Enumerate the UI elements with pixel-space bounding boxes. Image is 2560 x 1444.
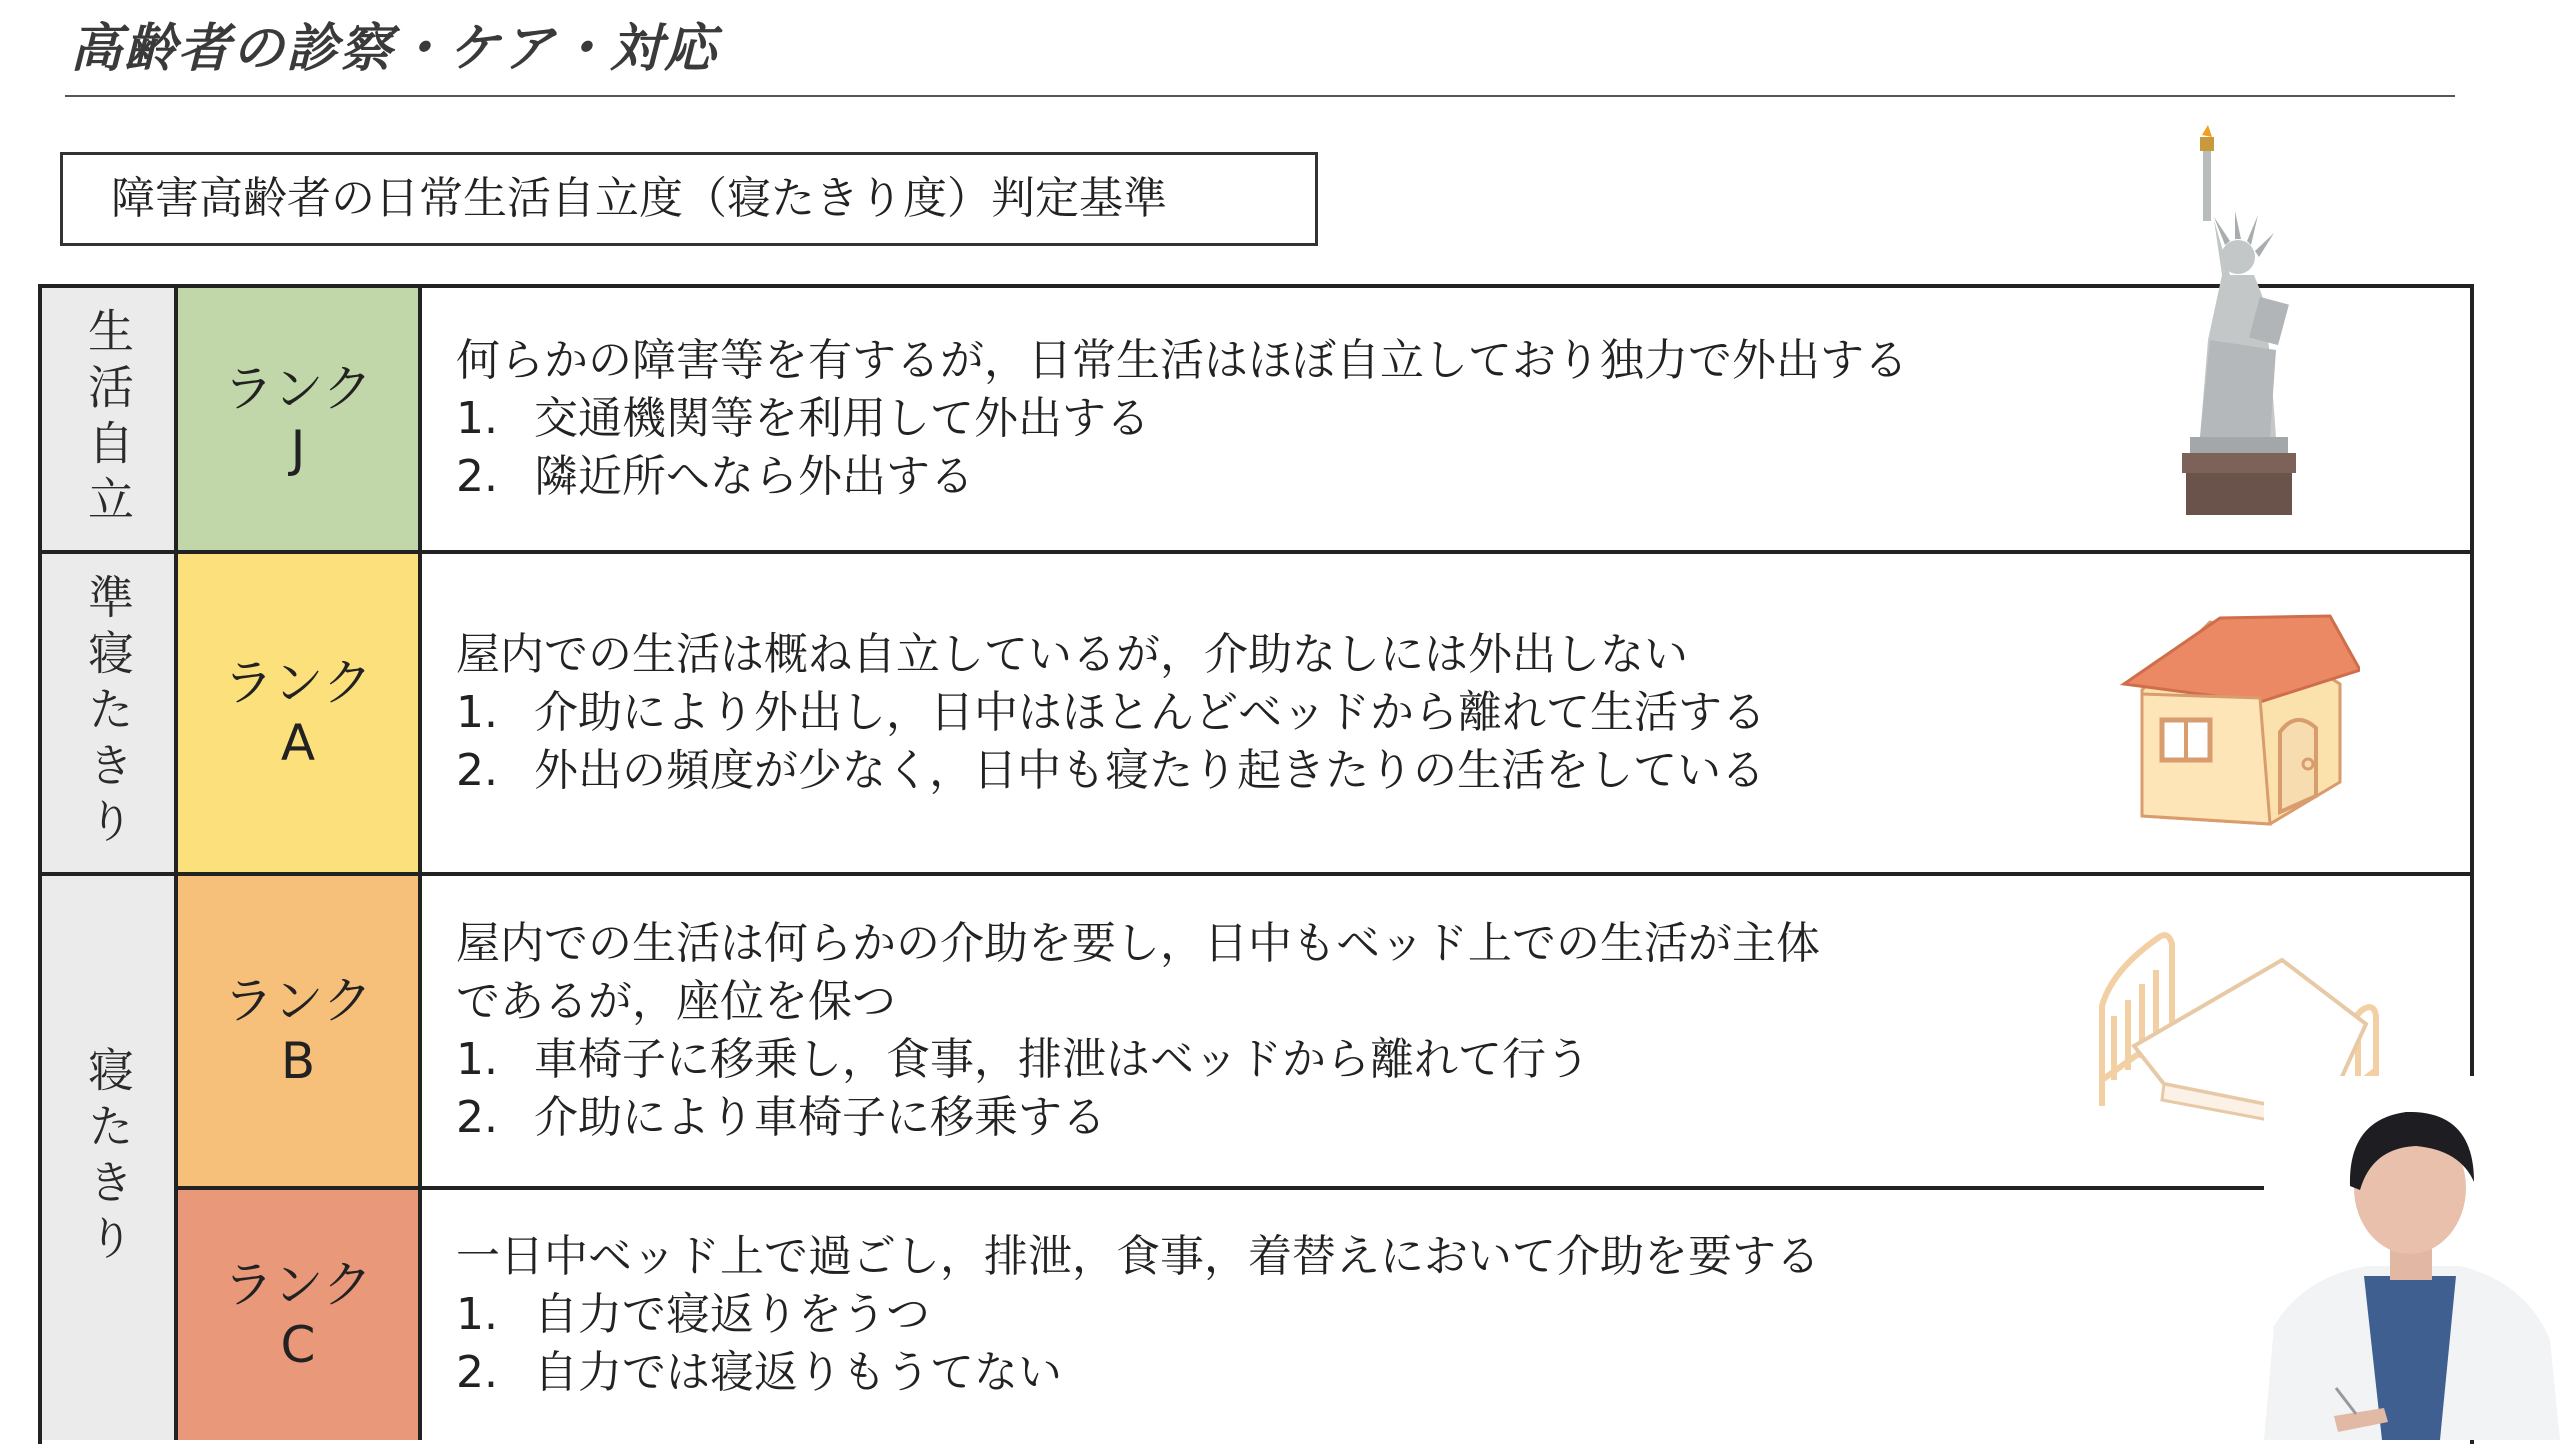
item-number: 1. — [456, 393, 498, 444]
description-text: であるが，座位を保つ — [456, 976, 896, 1027]
rank-cell-b — [178, 876, 422, 1186]
rank-cell-j — [178, 288, 422, 550]
rank-word: ランク — [223, 972, 373, 1030]
category-label: 準寝たきり — [81, 573, 135, 853]
rank-letter: J — [290, 420, 306, 478]
rank-word: ランク — [223, 1256, 373, 1314]
item-number: 2. — [456, 1347, 498, 1398]
item-number: 2. — [456, 451, 498, 502]
rank-letter: B — [280, 1032, 316, 1090]
item-number: 1. — [456, 687, 498, 738]
rank-word: ランク — [223, 654, 373, 712]
item-text: 自力では寝返りもうてない — [534, 1347, 1062, 1398]
description-text: 屋内での生活は何らかの介助を要し，日中もベッド上での生活が主体 — [456, 918, 1820, 969]
description-cell-c — [422, 1190, 2470, 1440]
item-text: 車椅子に移乗し，食事，排泄はベッドから離れて行う — [534, 1034, 1590, 1085]
item-number: 2. — [456, 745, 498, 796]
slide-title: 高齢者の診察・ケア・対応 — [70, 19, 719, 79]
subtitle-text: 障害高齢者の日常生活自立度（寝たきり度）判定基準 — [111, 173, 1167, 224]
title-divider — [65, 95, 2455, 97]
presenter-video-thumbnail — [2264, 1076, 2560, 1440]
item-number: 1. — [456, 1034, 498, 1085]
rank-letter: C — [280, 1316, 316, 1374]
rank-word: ランク — [223, 360, 373, 418]
item-number: 1. — [456, 1289, 498, 1340]
rank-cell-a — [178, 554, 422, 872]
description-text: 屋内での生活は概ね自立しているが，介助なしには外出しない — [456, 629, 1688, 680]
item-text: 隣近所へなら外出する — [534, 451, 974, 502]
item-text: 介助により車椅子に移乗する — [534, 1092, 1106, 1143]
category-cell-bedridden — [42, 876, 178, 1440]
item-text: 交通機関等を利用して外出する — [534, 393, 1150, 444]
category-cell-independent — [42, 288, 178, 550]
item-text: 自力で寝返りをうつ — [534, 1289, 930, 1340]
subtitle-box — [60, 152, 1318, 246]
item-text: 外出の頻度が少なく，日中も寝たり起きたりの生活をしている — [534, 745, 1766, 796]
rank-cell-c — [178, 1190, 422, 1440]
list-item — [456, 1344, 2470, 1402]
category-label: 寝たきり — [81, 1046, 135, 1270]
category-cell-semi-bedridden — [42, 554, 178, 872]
item-number: 2. — [456, 1092, 498, 1143]
description-text: 一日中ベッド上で過ごし，排泄，食事，着替えにおいて介助を要する — [456, 1231, 1820, 1282]
rank-letter: A — [280, 714, 316, 772]
description-text: 何らかの障害等を有するが，日常生活はほぼ自立しており独力で外出する — [456, 335, 1908, 386]
house-icon — [2120, 612, 2360, 832]
category-label: 生活自立 — [81, 307, 135, 531]
list-item — [456, 1286, 2470, 1344]
statue-of-liberty-icon — [2150, 125, 2340, 550]
item-text: 介助により外出し，日中はほとんどベッドから離れて生活する — [534, 687, 1766, 738]
